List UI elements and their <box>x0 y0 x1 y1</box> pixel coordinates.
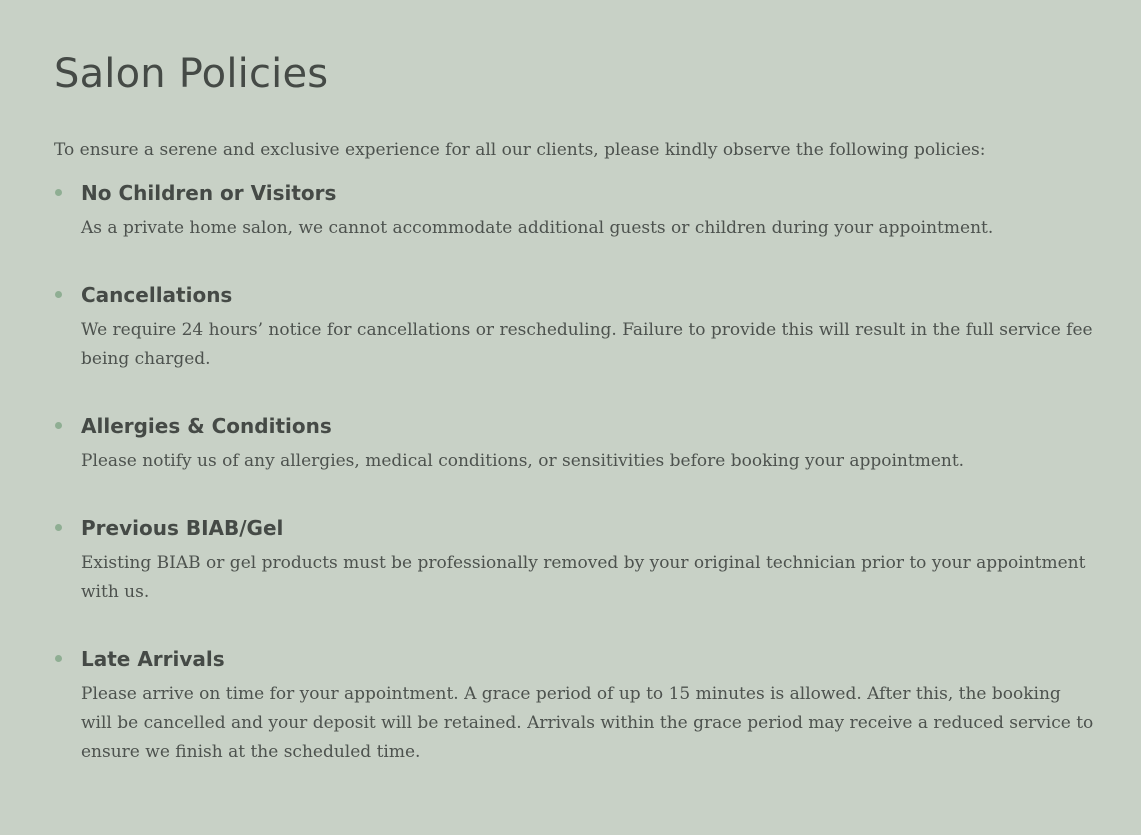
bullet-dot <box>55 524 62 531</box>
policy-item-previous-biab-gel <box>54 514 1094 607</box>
bullet-dot <box>55 189 62 196</box>
policy-title: Allergies & Conditions <box>81 414 332 438</box>
policy-list <box>54 179 1094 767</box>
policy-item-cancellations <box>54 281 1094 374</box>
bullet-dot <box>55 291 62 298</box>
policy-title: Cancellations <box>81 283 233 307</box>
policy-item-allergies <box>54 412 1094 476</box>
page-title: Salon Policies <box>54 51 329 97</box>
policy-description: Please notify us of any allergies, medical conditions, or sensitivities before booking your appointment. <box>81 451 965 471</box>
policy-description: As a private home salon, we cannot accommodate additional guests or children during your appointment. <box>81 218 994 238</box>
policy-title: Previous BIAB/Gel <box>81 516 284 540</box>
policy-description: Existing BIAB or gel products must be professionally removed by your original technician prior to your appointment with us. <box>81 553 1086 602</box>
policy-title: Late Arrivals <box>81 647 225 671</box>
policy-item-no-children <box>54 179 1094 243</box>
policy-description: We require 24 hours’ notice for cancellations or rescheduling. Failure to provide this will result in the full service fee being charged. <box>81 320 1093 369</box>
policy-item-late-arrivals <box>54 645 1094 767</box>
policy-description: Please arrive on time for your appointment. A grace period of up to 15 minutes is allowed. After this, the booking will be cancelled and your deposit will be retained. Arrivals within the grace period may receive a reduced service to ensure we finish at the scheduled time. <box>81 684 1094 762</box>
bullet-dot <box>55 655 62 662</box>
policies-section <box>54 48 1094 767</box>
bullet-dot <box>55 422 62 429</box>
intro-text: To ensure a serene and exclusive experience for all our clients, please kindly observe the following policies: <box>54 140 986 160</box>
policy-title: No Children or Visitors <box>81 181 337 205</box>
